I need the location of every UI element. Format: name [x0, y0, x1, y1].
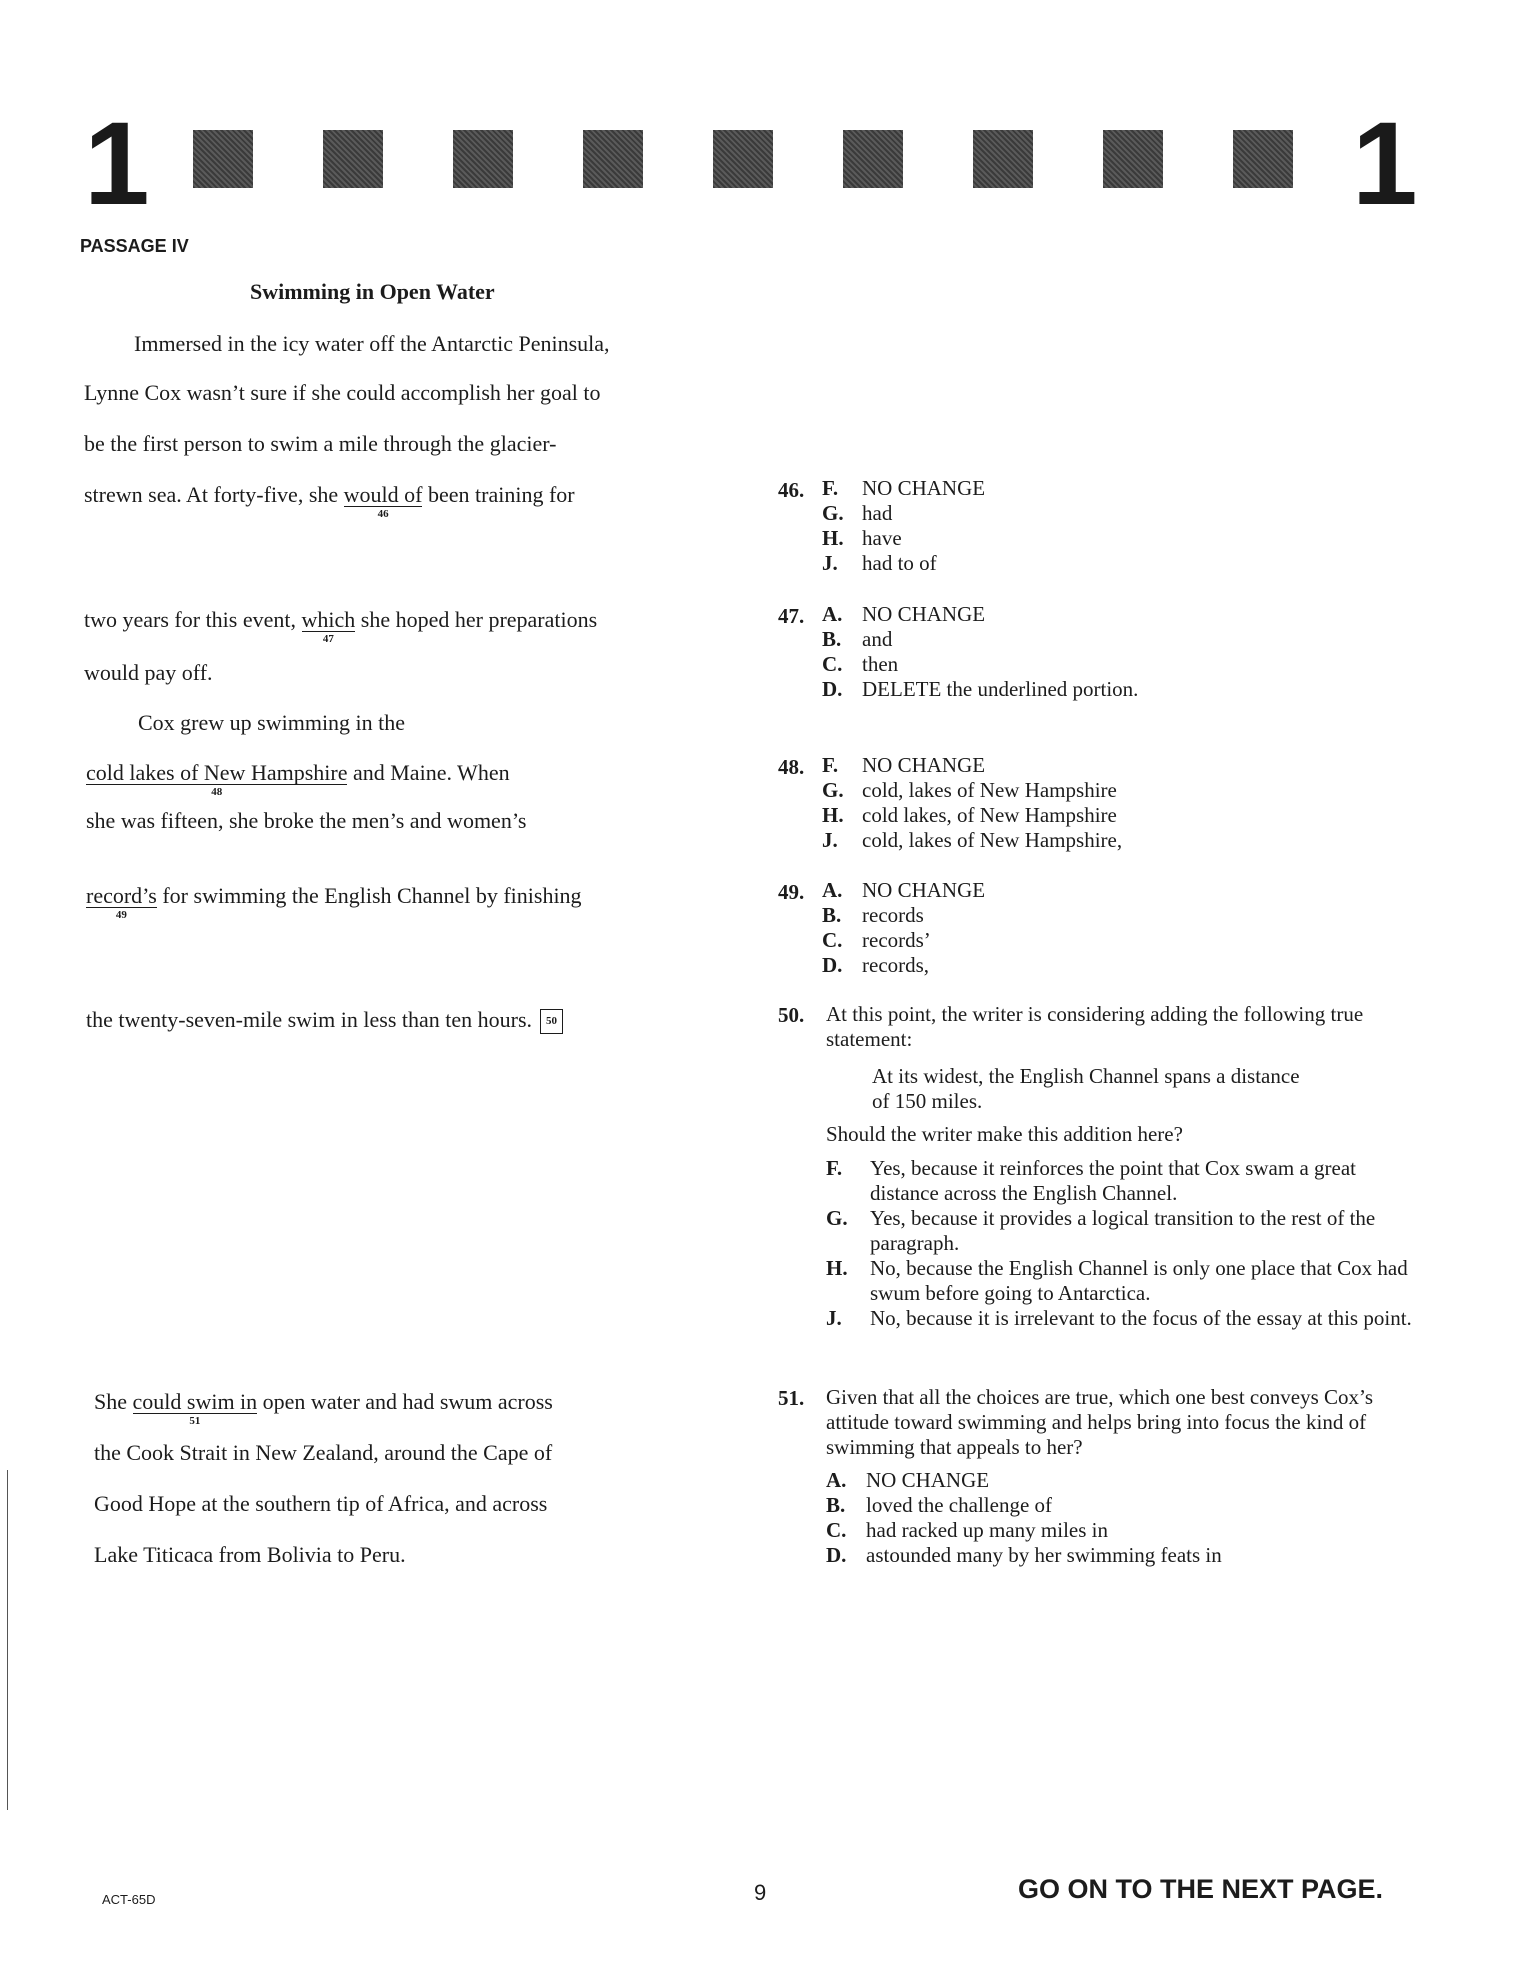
- passage-line: Good Hope at the southern tip of Africa, and across: [94, 1491, 548, 1516]
- passage-line: [84, 482, 575, 521]
- margin-line: [7, 1470, 8, 1810]
- answer-option[interactable]: B. loved the challenge of: [826, 1493, 1053, 1517]
- passage-text: she hoped her preparations: [355, 607, 598, 632]
- passage-line: [94, 1389, 553, 1428]
- answer-option[interactable]: D. DELETE the underlined portion.: [822, 677, 1139, 701]
- answer-option[interactable]: F. Yes, because it reinforces the point that Cox swam a great distance across the English Channel.: [826, 1156, 1356, 1205]
- question-number: 48.: [778, 755, 805, 779]
- passage-line: Cox grew up swimming in the: [138, 710, 406, 735]
- section-number-right: 1: [1352, 98, 1418, 230]
- passage-text: and Maine. When: [347, 760, 510, 785]
- passage-line: [84, 607, 598, 646]
- question-stem: Given that all the choices are true, which one best conveys Cox’s attitude toward swimming and helps bring into focus the kind of swimming that appeals to her?: [826, 1385, 1374, 1459]
- answer-option[interactable]: H. cold lakes, of New Hampshire: [822, 803, 1117, 827]
- question-number: 50.: [778, 1003, 805, 1027]
- answer-option[interactable]: J. cold, lakes of New Hampshire,: [822, 828, 1123, 852]
- question-stem: At this point, the writer is considering adding the following true statement:: [826, 1002, 1364, 1051]
- underlined-portion-49: record’s 49: [86, 883, 157, 922]
- answer-option[interactable]: J. No, because it is irrelevant to the focus of the essay at this point.: [826, 1306, 1412, 1330]
- passage-line: [86, 760, 510, 799]
- answer-option[interactable]: C. had racked up many miles in: [826, 1518, 1109, 1542]
- underlined-portion-48: cold lakes of New Hampshire 48: [86, 760, 348, 799]
- underlined-portion-46: would of 46: [343, 482, 423, 521]
- passage-line: be the first person to swim a mile through the glacier-: [84, 431, 557, 456]
- answer-option[interactable]: D. records,: [822, 953, 930, 977]
- question-number: 46.: [778, 478, 805, 502]
- question-marker: 51: [189, 1415, 201, 1428]
- answer-option[interactable]: C. then: [822, 652, 899, 676]
- question-number: 47.: [778, 604, 805, 628]
- form-code: ACT-65D: [102, 1892, 156, 1907]
- header-square: [193, 130, 253, 188]
- header-square: [453, 130, 513, 188]
- passage-line: Lynne Cox wasn’t sure if she could accomplish her goal to: [84, 380, 601, 405]
- passage-line: Lake Titicaca from Bolivia to Peru.: [94, 1542, 406, 1567]
- answer-option[interactable]: G. had: [822, 501, 893, 525]
- header-square: [973, 130, 1033, 188]
- question-quote: At its widest, the English Channel spans a distance of 150 miles.: [872, 1064, 1300, 1113]
- answer-option[interactable]: A. NO CHANGE: [822, 878, 986, 902]
- answer-option[interactable]: A. NO CHANGE: [822, 602, 986, 626]
- underlined-portion-47: which 47: [301, 607, 356, 646]
- header-square: [1103, 130, 1163, 188]
- question-marker-box: 50: [540, 1009, 563, 1034]
- page-number: 9: [754, 1880, 767, 1905]
- section-number-left: 1: [84, 98, 150, 230]
- header-square: [583, 130, 643, 188]
- passage-line: Immersed in the icy water off the Antarctic Peninsula,: [134, 331, 610, 356]
- passage-title: Swimming in Open Water: [250, 279, 495, 304]
- passage-line: would pay off.: [84, 660, 213, 685]
- question-marker: 48: [211, 786, 223, 799]
- passage-text: She: [94, 1389, 133, 1414]
- passage-text: the twenty-seven-mile swim in less than ten hours.: [86, 1007, 533, 1032]
- answer-option[interactable]: F. NO CHANGE: [822, 476, 986, 500]
- passage-text: two years for this event,: [84, 607, 302, 632]
- answer-option[interactable]: C. records’: [822, 928, 931, 952]
- answer-option[interactable]: D. astounded many by her swimming feats in: [826, 1543, 1222, 1567]
- answer-option[interactable]: F. NO CHANGE: [822, 753, 986, 777]
- passage-line: [86, 1009, 563, 1034]
- question-marker: 46: [377, 508, 389, 521]
- answer-option[interactable]: H. have: [822, 526, 902, 550]
- passage-line: [86, 883, 582, 922]
- header-square: [1233, 130, 1293, 188]
- answer-option[interactable]: G. Yes, because it provides a logical transition to the rest of the paragraph.: [826, 1206, 1376, 1255]
- passage-text: strewn sea. At forty-five, she: [84, 482, 344, 507]
- answer-option[interactable]: G. cold, lakes of New Hampshire: [822, 778, 1117, 802]
- underlined-portion-51: could swim in 51: [132, 1389, 258, 1428]
- passage-text: been training for: [422, 482, 575, 507]
- answer-option[interactable]: A. NO CHANGE: [826, 1468, 990, 1492]
- next-page-instruction: GO ON TO THE NEXT PAGE.: [1018, 1874, 1384, 1904]
- question-marker: 49: [115, 909, 127, 922]
- header-square: [323, 130, 383, 188]
- passage-text: open water and had swum across: [257, 1389, 553, 1414]
- answer-option[interactable]: J. had to of: [822, 551, 937, 575]
- passage-text: for swimming the English Channel by finishing: [156, 883, 582, 908]
- passage-label: PASSAGE IV: [80, 236, 189, 256]
- answer-option[interactable]: H. No, because the English Channel is only one place that Cox had swum before going to Antarctica.: [826, 1256, 1408, 1305]
- header-square: [713, 130, 773, 188]
- question-prompt: Should the writer make this addition here?: [826, 1122, 1183, 1146]
- answer-option[interactable]: B. records: [822, 903, 924, 927]
- question-number: 49.: [778, 880, 805, 904]
- header-square: [843, 130, 903, 188]
- answer-option[interactable]: B. and: [822, 627, 893, 651]
- passage-line: she was fifteen, she broke the men’s and women’s: [86, 808, 527, 833]
- question-number: 51.: [778, 1386, 805, 1410]
- passage-line: the Cook Strait in New Zealand, around the Cape of: [94, 1440, 553, 1465]
- question-marker: 47: [322, 633, 334, 646]
